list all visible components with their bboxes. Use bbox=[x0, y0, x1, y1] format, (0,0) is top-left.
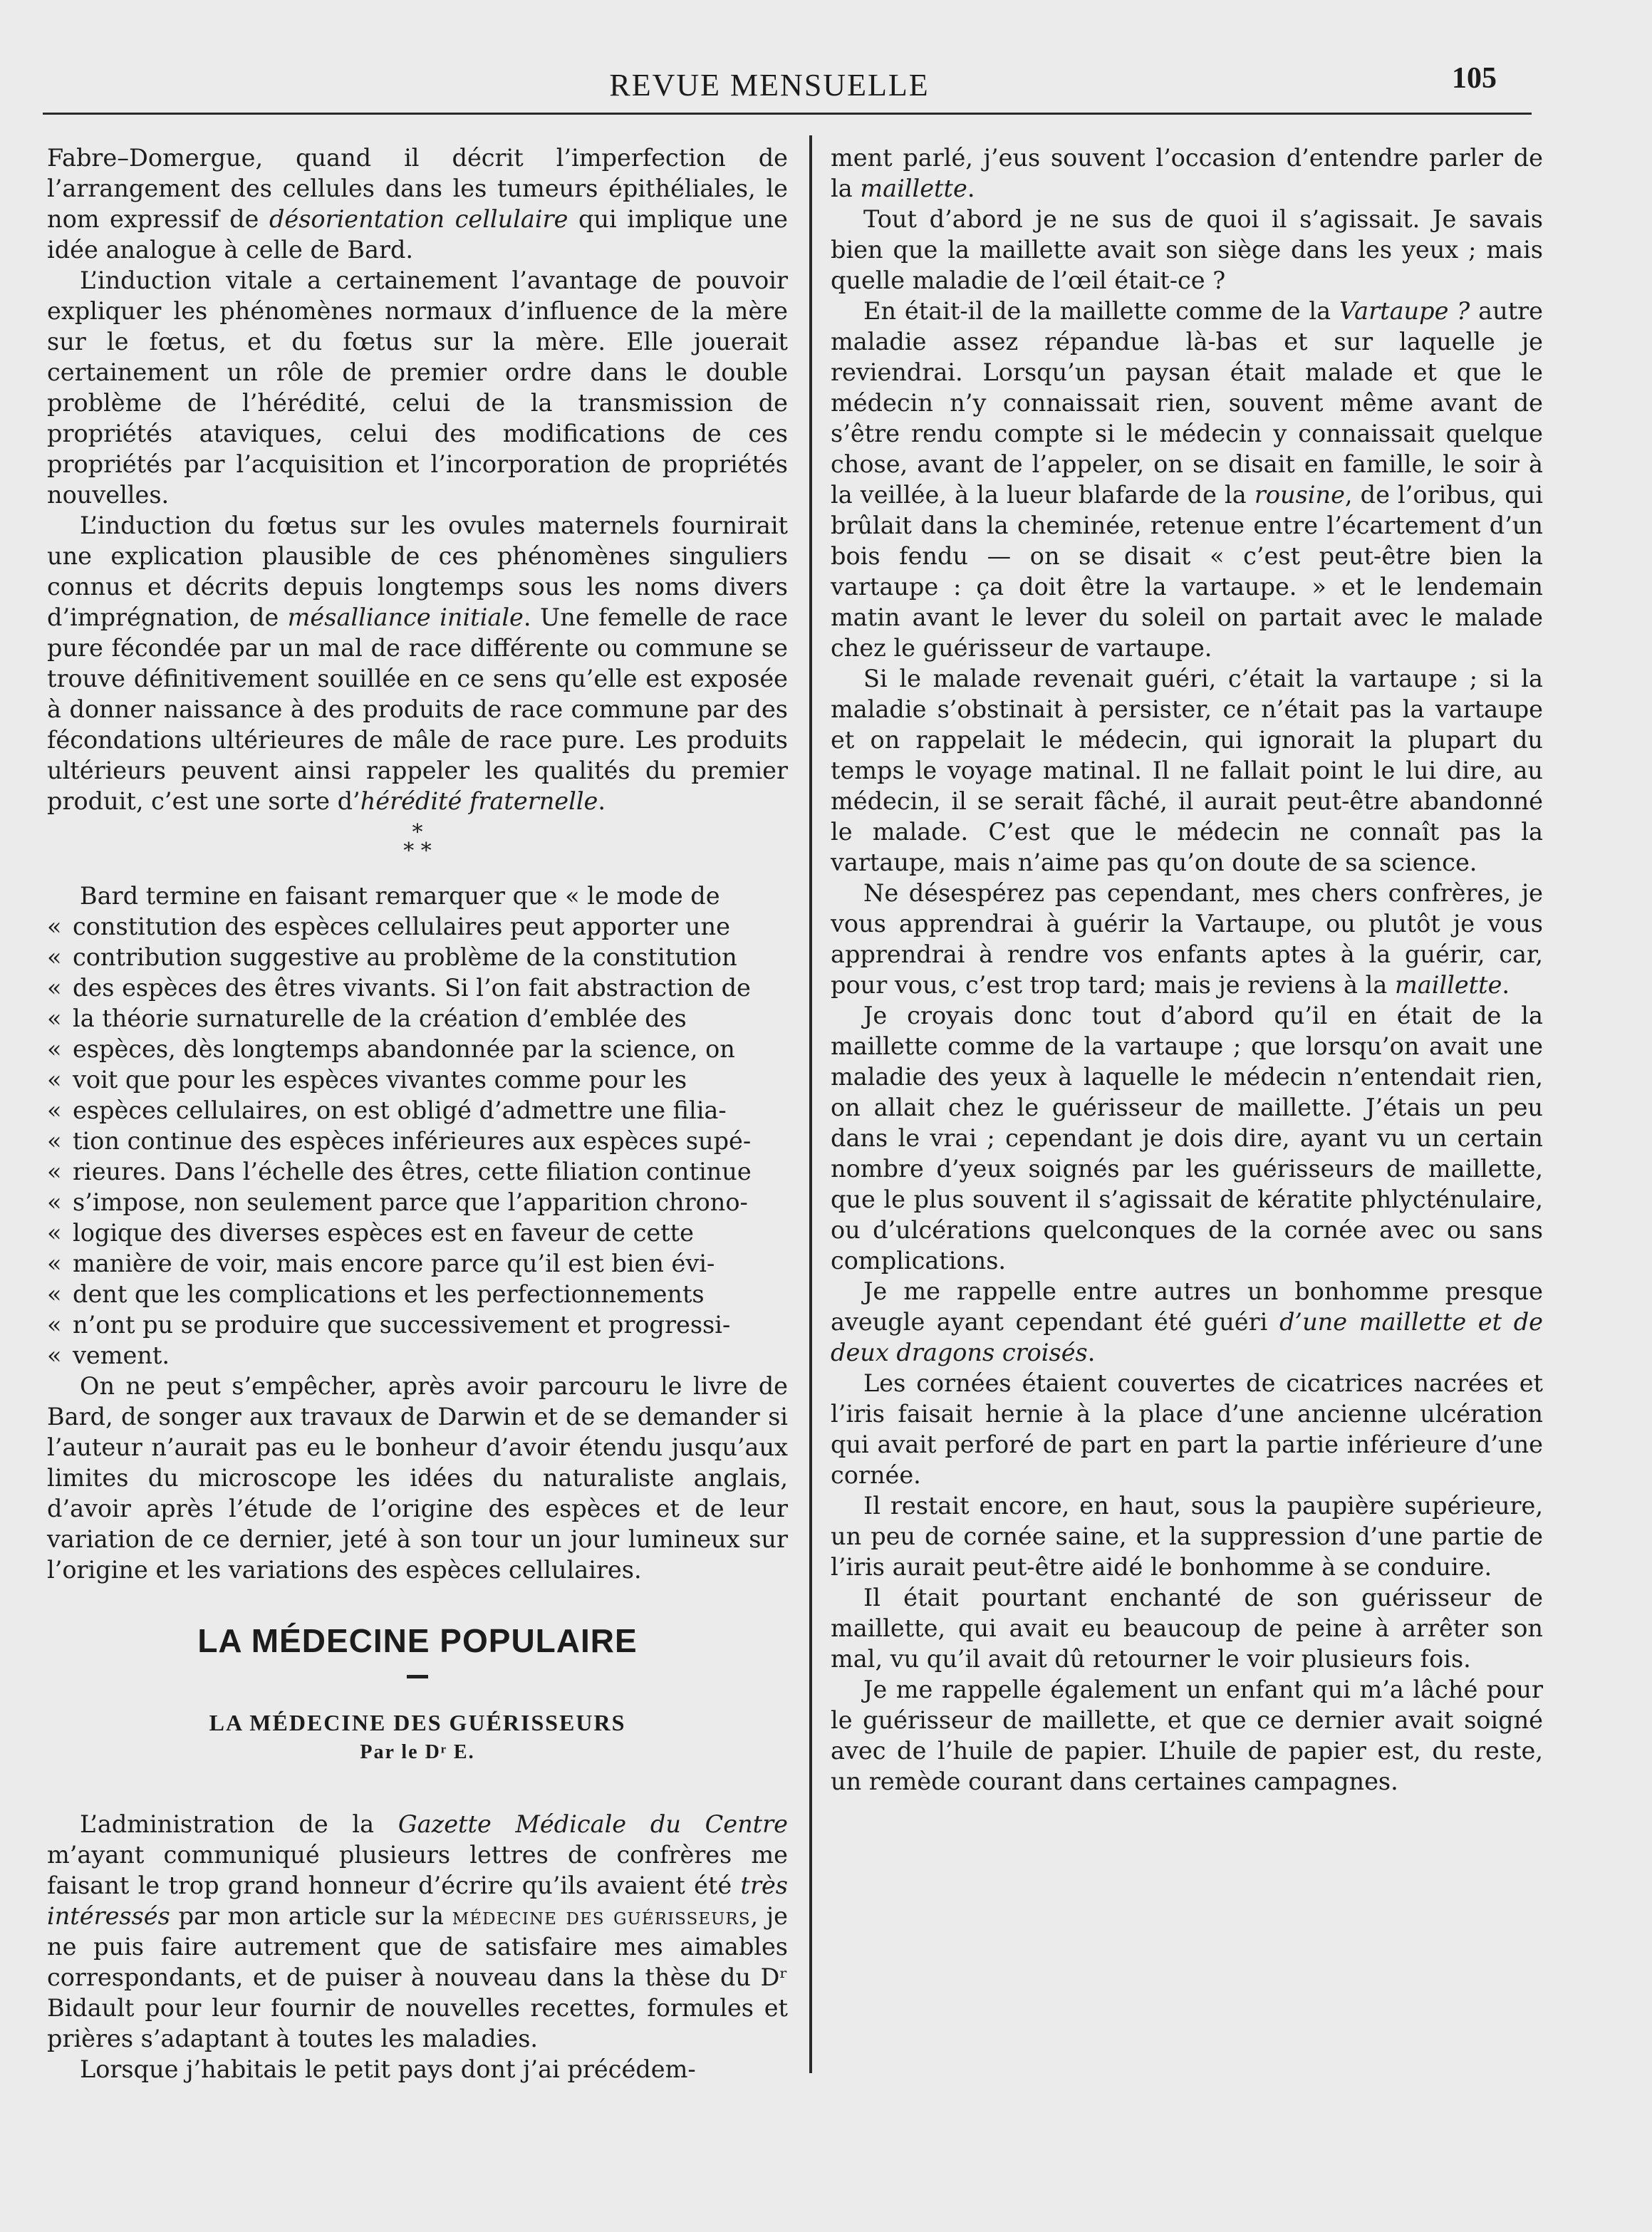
quote-line: « logique des diverses espèces est en faveur de cette bbox=[47, 1218, 788, 1248]
paragraph: Ne désespérez pas cependant, mes chers confrères, je vous apprendrai à guérir la Vartaupe, ou plutôt je vous apprendrai à rendre vos enfants aptes à la guérir, car, pour vous, c’est trop tard; mais je reviens à la maillette. bbox=[831, 879, 1543, 999]
paragraph: Les cornées étaient couvertes de cicatrices nacrées et l’iris faisait hernie à la place d’une ancienne ulcération qui avait perforé de part en part la partie inférieure d’une cornée. bbox=[831, 1369, 1543, 1489]
section-break-asterisks: * * * bbox=[403, 820, 432, 863]
paragraph: Il était pourtant enchanté de son guérisseur de maillette, qui avait eu beaucoup de peine à arrêter son mal, vu qu’il avait dû retourner le voir plusieurs fois. bbox=[831, 1584, 1543, 1673]
paragraph: Il restait encore, en haut, sous la paupière supérieure, un peu de cornée saine, et la suppression d’une partie de l’iris aurait peut-être aidé le bonhomme à se conduire. bbox=[831, 1492, 1543, 1581]
header-rule bbox=[43, 113, 1532, 115]
quote-line: « vement. bbox=[47, 1340, 788, 1371]
quote-line: Bard termine en faisant remarquer que « le mode de bbox=[80, 882, 720, 910]
paragraph: Lorsque j’habitais le petit pays dont j’ai précédem- bbox=[80, 2055, 696, 2083]
paragraph: Fabre–Domergue, quand il décrit l’imperfection de l’arrangement des cellules dans les tumeurs épithéliales, le nom expressif de désorientation cellulaire qui implique une idée analogue à celle de Bard. bbox=[47, 144, 788, 264]
paragraph: L’induction vitale a certainement l’avantage de pouvoir expliquer les phénomènes normaux d’influence de la mère sur le fœtus, et du fœtus sur la mère. Elle jouerait certainement un rôle de premier ordre dans le double problème de l’hérédité, celui de la transmission de propriétés ataviques, celui des modifications de ces propriétés par l’acquisition et l’incorporation de propriétés nouvelles. bbox=[47, 266, 788, 509]
paragraph: Tout d’abord je ne sus de quoi il s’agissait. Je savais bien que la maillette avait son siège dans les yeux ; mais quelle maladie de l’œil était-ce ? bbox=[831, 205, 1543, 294]
quote-line: « contribution suggestive au problème de la constitution bbox=[47, 942, 788, 972]
right-column bbox=[831, 142, 1543, 1797]
bard-quotation bbox=[47, 881, 788, 1371]
left-column bbox=[47, 142, 788, 2085]
quote-line: « la théorie surnaturelle de la création d’emblée des bbox=[47, 1003, 788, 1034]
paragraph: En était-il de la maillette comme de la Vartaupe ? autre maladie assez répandue là-bas et sur laquelle je reviendrai. Lorsqu’un paysan était malade et que le médecin n’y connaissait rien, souvent même avant de s’être rendu compte si le médecin y connaissait quelque chose, avant de l’appeler, on se disait en famille, le soir à la veillée, à la lueur blafarde de la rousine, de l’oribus, qui brûlait dans la cheminée, retenue entre l’écartement d’un bois fendu — on se disait « c’est peut-être bien la vartaupe : ça doit être la vartaupe. » et le lendemain matin avant le lever du soleil on partait avec le malade chez le guérisseur de vartaupe. bbox=[831, 297, 1544, 662]
quote-line: « rieures. Dans l’échelle des êtres, cette filiation continue bbox=[47, 1156, 788, 1187]
paragraph: Si le malade revenait guéri, c’était la vartaupe ; si la maladie s’obstinait à persister, ce n’était pas la vartaupe et on rappelait le médecin, qui ignorait la plupart du temps le voyage matinal. Il ne fallait point le lui dire, au médecin, il se serait fâché, il aurait peut-être abandonné le malade. C’est que le médecin ne connaît pas la vartaupe, mais n’aime pas qu’on doute de sa science. bbox=[831, 665, 1543, 876]
quote-line: « des espèces des êtres vivants. Si l’on fait abstraction de bbox=[47, 972, 788, 1003]
paragraph: ment parlé, j’eus souvent l’occasion d’entendre parler de la maillette. bbox=[831, 144, 1543, 202]
quote-line: « dent que les complications et les perfectionnements bbox=[47, 1279, 788, 1309]
quote-line: « n’ont pu se produire que successivement et progressi- bbox=[47, 1309, 788, 1340]
quote-line: « manière de voir, mais encore parce qu’il est bien évi- bbox=[47, 1248, 788, 1279]
page-number: 105 bbox=[1452, 62, 1497, 95]
paragraph: Je me rappelle entre autres un bonhomme presque aveugle ayant cependant été guéri d’une maillette et de deux dragons croisés. bbox=[831, 1277, 1543, 1366]
quote-line: « s’impose, non seulement parce que l’apparition chrono- bbox=[47, 1187, 788, 1218]
quote-line: « espèces cellulaires, on est obligé d’admettre une filia- bbox=[47, 1095, 788, 1126]
paragraph: L’administration de la Gazette Médicale du Centre m’ayant communiqué plusieurs lettres de confrères me faisant le trop grand honneur d’écrire qu’ils avaient été très intéressés par mon article sur la médecine des guérisseurs, je ne puis faire autrement que de satisfaire mes aimables correspondants, et de puiser à nouveau dans la thèse du Dʳ Bidault pour leur fournir de nouvelles recettes, formules et prières s’adaptant à toutes les maladies. bbox=[47, 1810, 789, 2052]
quote-line: « espèces, dès longtemps abandonnée par la science, on bbox=[47, 1034, 788, 1064]
paragraph: Je croyais donc tout d’abord qu’il en était de la maillette comme de la vartaupe ; que lorsqu’on avait une maladie des yeux à laquelle le médecin n’entendait rien, on allait chez le guérisseur de maillette. J’étais un peu dans le vrai ; cependant je dois dire, ayant vu un certain nombre d’yeux soignés par les guérisseurs de maillette, que le plus souvent il s’agissait de kératite phlycténulaire, ou d’ulcérations quelconques de la cornée avec ou sans complications. bbox=[831, 1002, 1543, 1275]
running-header: REVUE MENSUELLE bbox=[609, 68, 930, 103]
paragraph: On ne peut s’empêcher, après avoir parcouru le livre de Bard, de songer aux travaux de Darwin et de se demander si l’auteur n’aurait pas eu le bonheur d’avoir étendu jusqu’aux limites du microscope les idées du naturaliste anglais, d’avoir après l’étude de l’origine des espèces et de leur variation de ce dernier, jeté à son tour un jour lumineux sur l’origine et les variations des espèces cellulaires. bbox=[47, 1372, 788, 1584]
paragraph: Je me rappelle également un enfant qui m’a lâché pour le guérisseur de maillette, et que ce dernier avait soigné avec de l’huile de papier. L’huile de papier est, du reste, un remède courant dans certaines campagnes. bbox=[831, 1676, 1543, 1795]
column-divider bbox=[809, 135, 812, 2073]
article-byline: Par le Dʳ E. bbox=[360, 1741, 475, 1763]
quote-line: « voit que pour les espèces vivantes comme pour les bbox=[47, 1064, 788, 1095]
title-rule bbox=[407, 1675, 428, 1678]
paragraph: L’induction du fœtus sur les ovules maternels fournirait une explication plausible de ces phénomènes singuliers connus et décrits depuis longtemps sous les noms divers d’imprégnation, de mésalliance initiale. Une femelle de race pure fécondée par un mal de race différente ou commune se trouve définitivement souillée en ce sens qu’elle est exposée à donner naissance à des produits de race commune par des fécondations ultérieures de mâle de race pure. Les produits ultérieurs peuvent ainsi rappeler les qualités du premier produit, c’est une sorte d’hérédité fraternelle. bbox=[47, 512, 788, 815]
section-title: LA MÉDECINE POPULAIRE bbox=[197, 1622, 638, 1659]
quote-line: « constitution des espèces cellulaires peut apporter une bbox=[47, 911, 788, 942]
quote-line: « tion continue des espèces inférieures aux espèces supé- bbox=[47, 1126, 788, 1156]
article-title: LA MÉDECINE DES GUÉRISSEURS bbox=[209, 1710, 626, 1735]
